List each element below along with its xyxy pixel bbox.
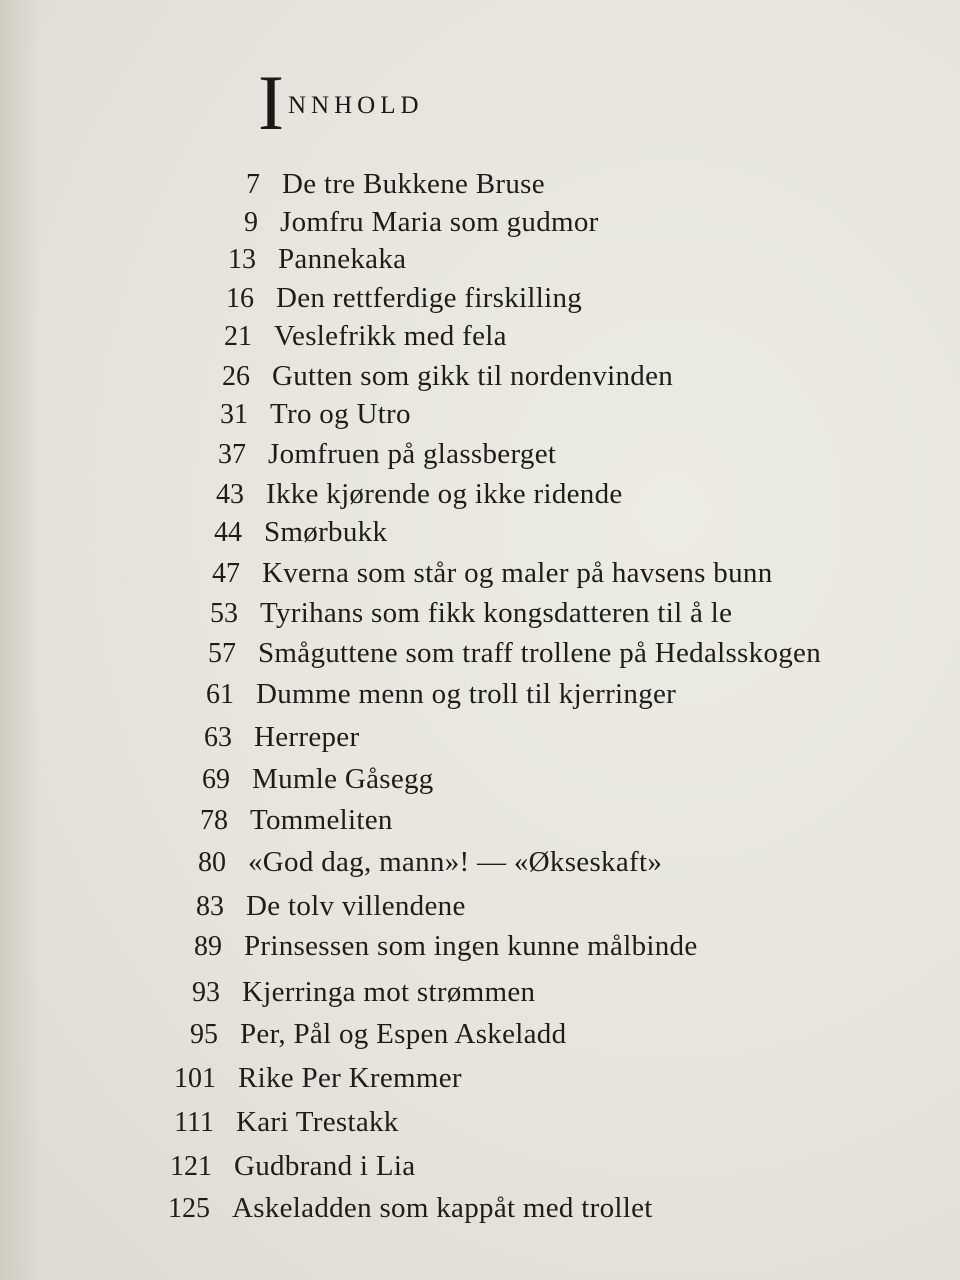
toc-title: Tommeliten bbox=[250, 804, 393, 836]
toc-page-number: 69 bbox=[202, 764, 230, 795]
toc-entry bbox=[150, 763, 434, 796]
toc-entry bbox=[180, 168, 545, 201]
toc-title: Rike Per Kremmer bbox=[238, 1062, 462, 1094]
toc-page-number: 63 bbox=[204, 722, 232, 753]
toc-entry bbox=[162, 516, 387, 549]
toc-entry bbox=[130, 1192, 653, 1225]
toc-page-number: 44 bbox=[214, 517, 242, 548]
table-of-contents bbox=[120, 0, 920, 1280]
toc-title: Gudbrand i Lia bbox=[234, 1150, 416, 1182]
toc-title: «God dag, mann»! — «Økseskaft» bbox=[248, 846, 663, 878]
toc-page-number: 47 bbox=[212, 558, 240, 589]
toc-page-number: 80 bbox=[198, 847, 226, 878]
toc-entry bbox=[168, 398, 411, 431]
toc-entry bbox=[166, 438, 556, 471]
toc-entry bbox=[160, 557, 773, 590]
toc-entry bbox=[138, 1018, 566, 1051]
toc-entry bbox=[148, 804, 393, 837]
toc-title: Jomfruen på glassberget bbox=[268, 438, 557, 470]
title-rest: NNHOLD bbox=[287, 92, 424, 119]
toc-title: Småguttene som traff trollene på Hedalsskogen bbox=[258, 637, 822, 669]
toc-title: De tre Bukkene Bruse bbox=[282, 168, 545, 200]
toc-entry bbox=[172, 320, 507, 353]
toc-title: Mumle Gåsegg bbox=[252, 763, 434, 795]
toc-page-number: 16 bbox=[226, 283, 254, 314]
toc-entry bbox=[178, 206, 599, 239]
toc-title: De tolv villendene bbox=[246, 890, 466, 922]
toc-entry bbox=[142, 930, 698, 963]
toc-entry bbox=[176, 243, 406, 276]
toc-entry bbox=[164, 478, 623, 511]
toc-page-number: 125 bbox=[168, 1193, 210, 1224]
toc-title: Jomfru Maria som gudmor bbox=[280, 206, 599, 238]
toc-entry bbox=[154, 678, 676, 711]
toc-page-number: 95 bbox=[190, 1019, 218, 1050]
toc-page-number: 37 bbox=[218, 439, 246, 470]
toc-title: Prinsessen som ingen kunne målbinde bbox=[244, 930, 698, 962]
title-initial: I bbox=[258, 59, 284, 146]
toc-page-number: 111 bbox=[174, 1107, 214, 1138]
toc-title: Dumme menn og troll til kjerringer bbox=[256, 678, 677, 710]
toc-page-number: 83 bbox=[196, 891, 224, 922]
toc-page-number: 121 bbox=[170, 1151, 212, 1182]
toc-entry bbox=[144, 890, 466, 923]
toc-title: Per, Pål og Espen Askeladd bbox=[240, 1018, 567, 1050]
toc-entry bbox=[174, 282, 582, 315]
toc-title: Ikke kjørende og ikke ridende bbox=[266, 478, 623, 510]
toc-page-number: 9 bbox=[244, 207, 258, 238]
toc-entry bbox=[132, 1150, 415, 1183]
toc-page-number: 101 bbox=[174, 1063, 216, 1094]
toc-title: Tyrihans som fikk kongsdatteren til å le bbox=[260, 597, 733, 629]
toc-page-number: 43 bbox=[216, 479, 244, 510]
toc-title: Herreper bbox=[254, 721, 360, 753]
toc-entry bbox=[170, 360, 673, 393]
toc-title: Tro og Utro bbox=[270, 398, 411, 430]
toc-page-number: 7 bbox=[246, 169, 260, 200]
page-gutter-shadow bbox=[0, 0, 40, 1280]
toc-entry bbox=[146, 846, 662, 879]
toc-entry bbox=[134, 1106, 399, 1139]
toc-page-number: 93 bbox=[192, 977, 220, 1008]
toc-title: Veslefrikk med fela bbox=[274, 320, 507, 352]
toc-title: Askeladden som kappåt med trollet bbox=[232, 1192, 653, 1224]
toc-page-number: 31 bbox=[220, 399, 248, 430]
toc-title: Den rettferdige firskilling bbox=[276, 282, 583, 314]
toc-title: Pannekaka bbox=[278, 243, 407, 275]
toc-page-number: 89 bbox=[194, 931, 222, 962]
toc-title: Kjerringa mot strømmen bbox=[242, 976, 536, 1008]
toc-entry bbox=[136, 1062, 462, 1095]
toc-page-number: 21 bbox=[224, 321, 252, 352]
toc-page-number: 61 bbox=[206, 679, 234, 710]
toc-title: Smørbukk bbox=[264, 516, 388, 548]
toc-page-number: 13 bbox=[228, 244, 256, 275]
toc-entry bbox=[156, 637, 821, 670]
toc-title: Kverna som står og maler på havsens bunn bbox=[262, 557, 773, 589]
toc-title: Gutten som gikk til nordenvinden bbox=[272, 360, 674, 392]
toc-entry bbox=[158, 597, 732, 630]
toc-page-number: 26 bbox=[222, 361, 250, 392]
toc-page-number: 53 bbox=[210, 598, 238, 629]
toc-entry bbox=[140, 976, 535, 1009]
toc-entry bbox=[152, 721, 359, 754]
toc-page-number: 57 bbox=[208, 638, 236, 669]
toc-page-number: 78 bbox=[200, 805, 228, 836]
toc-title: Kari Trestakk bbox=[236, 1106, 399, 1138]
